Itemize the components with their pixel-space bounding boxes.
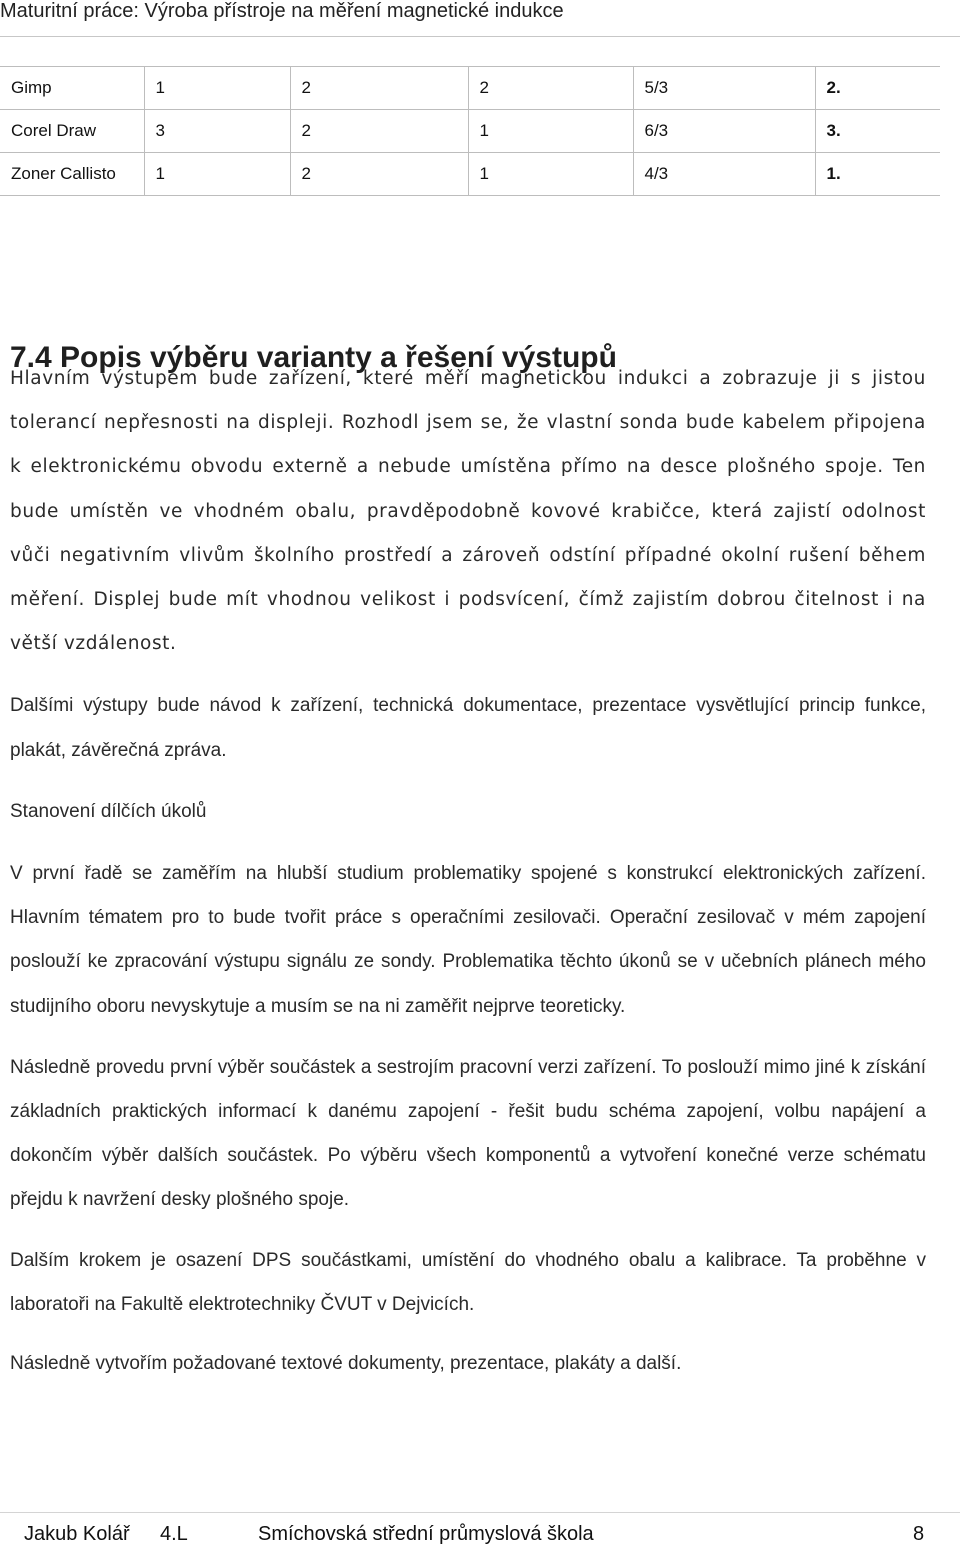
table-cell: 2 bbox=[290, 67, 468, 110]
table-cell: 5/3 bbox=[633, 67, 815, 110]
footer-school: Smíchovská střední průmyslová škola bbox=[258, 1523, 594, 1545]
footer-author: Jakub Kolář bbox=[24, 1523, 130, 1545]
prototype-task-paragraph: Následně provedu první výběr součástek a sestrojím pracovní verzi zařízení. To poslouží mimo jiné k získání základních praktických informací k danému zapojení - řešit budu schéma zapojení, volbu napájení a dokončím výběr dalších součástek. Po výběru všech komponentů a vytvoření konečné verze schématu přejdu k navržení desky plošného spoje. bbox=[10, 1056, 926, 1211]
table-row bbox=[0, 153, 940, 196]
table-cell: 6/3 bbox=[633, 110, 815, 153]
table-cell: 1 bbox=[144, 153, 290, 196]
page-footer bbox=[0, 1512, 960, 1549]
subtasks-heading: Stanovení dílčích úkolů bbox=[10, 800, 207, 822]
table-cell-rank: 3. bbox=[815, 110, 940, 153]
table-cell-rank: 1. bbox=[815, 153, 940, 196]
page-header bbox=[0, 0, 960, 37]
table-row bbox=[0, 110, 940, 153]
table-cell-rank: 2. bbox=[815, 67, 940, 110]
table-cell: 2 bbox=[290, 110, 468, 153]
table-cell: 1 bbox=[468, 110, 633, 153]
table-row bbox=[0, 67, 940, 110]
table-cell: 3 bbox=[144, 110, 290, 153]
table-cell: 2 bbox=[468, 67, 633, 110]
table-cell: Corel Draw bbox=[0, 110, 144, 153]
body-content bbox=[10, 357, 926, 1386]
table-cell: 4/3 bbox=[633, 153, 815, 196]
page-number: 8 bbox=[913, 1523, 925, 1545]
header-title: Maturitní práce: Výroba přístroje na měření magnetické indukce bbox=[0, 0, 564, 22]
table-cell: 2 bbox=[290, 153, 468, 196]
software-ranking-table bbox=[0, 66, 940, 196]
table-cell: Gimp bbox=[0, 67, 144, 110]
assembly-task-paragraph: Dalším krokem je osazení DPS součástkami, umístění do vhodného obalu a kalibrace. Ta proběhne v laboratoři na Fakultě elektrotechniky ČVUT v Dejvicích. bbox=[10, 1249, 926, 1315]
output-description-paragraph: Hlavním výstupem bude zařízení, které měří magnetickou indukci a zobrazuje ji s jistou tolerancí nepřesnosti na displeji. Rozhodl jsem se, že vlastní sonda bude kabelem připojena k elektronickému obvodu externě a nebude umístěna přímo na desce plošného spoje. Ten bude umístěn ve vhodném obalu, pravděpodobně kovové krabičce, která zajistí odolnost vůči negativním vlivům školního prostředí a zároveň odstíní případné okolní rušení během měření. Displej bude mít vhodnou velikost i podsvícení, čímž zajistím dobrou čitelnost i na větší vzdálenost. bbox=[10, 368, 926, 655]
table-cell: 1 bbox=[468, 153, 633, 196]
documents-task-paragraph: Následně vytvořím požadované textové dokumenty, prezentace, plakáty a další. bbox=[10, 1353, 682, 1375]
footer-class: 4.L bbox=[160, 1523, 188, 1545]
study-task-paragraph: V první řadě se zaměřím na hlubší studium problematiky spojené s konstrukcí elektronických zařízení. Hlavním tématem pro to bude tvořit práce s operačními zesilovači. Operační zesilovač v mém zapojení poslouží ke zpracování výstupu signálu ze sondy. Problematika těchto úkonů se v učebních plánech mého studijního oboru nevyskytuje a musím se na ni zaměřit nejprve teoreticky. bbox=[10, 863, 926, 1017]
table-cell: Zoner Callisto bbox=[0, 153, 144, 196]
section-heading: 7.4 Popis výběru varianty a řešení výstupů bbox=[10, 341, 617, 375]
table-cell: 1 bbox=[144, 67, 290, 110]
other-outputs-paragraph: Dalšími výstupy bude návod k zařízení, technická dokumentace, prezentace vysvětlující princip funkce, plakát, závěrečná zpráva. bbox=[10, 695, 926, 761]
